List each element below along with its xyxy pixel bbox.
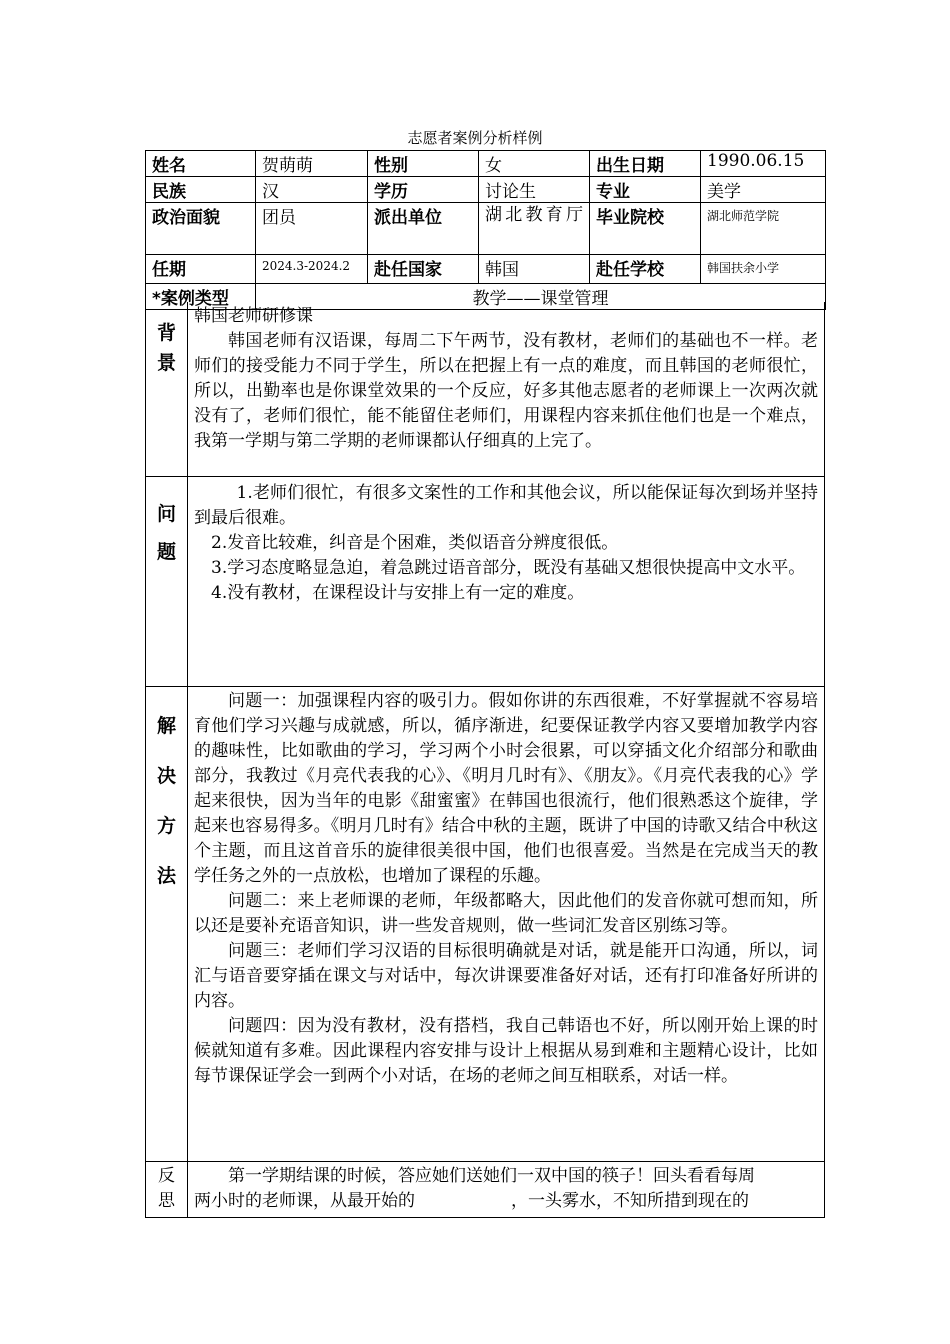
- reflection-line-2: 两小时的老师课，从最开始的 ，一头雾水，不知所措到现在的: [194, 1191, 749, 1211]
- ethnicity-label: 民族: [146, 177, 256, 203]
- gender-label: 性别: [368, 151, 479, 177]
- info-table: [145, 150, 826, 310]
- school-value: 韩国扶余小学: [701, 255, 826, 284]
- solution-section: [145, 687, 825, 1162]
- ethnicity-value: 汉: [256, 177, 368, 203]
- reflection-text: [194, 1164, 818, 1214]
- reflection-label: 反 思: [146, 1162, 188, 1217]
- term-value: 2024.3-2024.2: [256, 255, 368, 284]
- dispatch-value: 湖北教育厅: [479, 203, 590, 255]
- problem-item-1: 1.老师们很忙，有很多文案性的工作和其他会议，所以能保证每次到场并坚持到最后很难。: [194, 483, 818, 528]
- info-row-3: [146, 203, 826, 255]
- problem-section: [145, 477, 825, 687]
- graduate-label: 毕业院校: [590, 203, 701, 255]
- solution-paragraph-3: 问题三：老师们学习汉语的目标很明确就是对话，就是能开口沟通，所以，词汇与语音要穿插在课文与对话中，每次讲课要准备好对话，还有打印准备好所讲的内容。: [194, 941, 818, 1011]
- education-label: 学历: [368, 177, 479, 203]
- problem-item-4: 4.没有教材，在课程设计与安排上有一定的难度。: [211, 583, 585, 603]
- problem-item-2: 2.发音比较难，纠音是个困难，类似语音分辨度很低。: [211, 533, 619, 553]
- problem-text: [194, 481, 818, 606]
- problem-label: 问 题: [146, 477, 188, 686]
- term-label: 任期: [146, 255, 256, 284]
- reflection-section: [145, 1162, 825, 1218]
- background-label: 背 景: [146, 302, 188, 476]
- solution-paragraph-2: 问题二：来上老师课的老师，年级都略大，因此他们的发音你就可想而知，所以还是要补充语音知识，讲一些发音规则，做一些词汇发音区别练习等。: [194, 891, 818, 936]
- country-value: 韩国: [479, 255, 590, 284]
- name-value: 贺萌萌: [256, 151, 368, 177]
- country-label: 赴任国家: [368, 255, 479, 284]
- school-label: 赴任学校: [590, 255, 701, 284]
- info-row-4: [146, 255, 826, 284]
- solution-paragraph-1: 问题一：加强课程内容的吸引力。假如你讲的东西很难，不好掌握就不容易培育他们学习兴趣与成就感，所以，循序渐进，纪要保证教学内容又要增加教学内容的趣味性，比如歌曲的学习，学习两个小时会很累，可以穿插文化介绍部分和歌曲部分，我教过《月亮代表我的心》、《明月几时有》、《朋友》。《月亮代表我的心》学起来很快，因为当年的电影《甜蜜蜜》在韩国也很流行，他们很熟悉这个旋律，学起来也容易得多。《明月几时有》结合中秋的主题，既讲了中国的诗歌又结合中秋这个主题，而且这首音乐的旋律很美很中国，他们也很喜爱。当然是在完成当天的教学任务之外的一点放松，也增加了课程的乐趣。: [194, 691, 818, 886]
- solution-paragraph-4: 问题四：因为没有教材，没有搭档，我自己韩语也不好，所以刚开始上课的时候就知道有多难。因此课程内容安排与设计上根据从易到难和主题精心设计，比如每节课保证学会一到两个小对话，在场的老师之间互相联系，对话一样。: [194, 1016, 818, 1086]
- case-type-label: *案例类型: [146, 284, 256, 310]
- dispatch-label: 派出单位: [368, 203, 479, 255]
- background-paragraph: 韩国老师有汉语课，每周二下午两节，没有教材，老师们的基础也不一样。老师们的接受能力不同于学生，所以在把握上有一点的难度，而且韩国的老师很忙，所以，出勤率也是你课堂效果的一个反应，好多其他志愿者的老师课上一次两次就没有了，老师们很忙，能不能留住老师们，用课程内容来抓住他们也是一个难点，我第一学期与第二学期的老师课都认仔细真的上完了。: [194, 331, 818, 451]
- background-section: [145, 302, 825, 477]
- reflection-line-1: 第一学期结课的时候，答应她们送她们一双中国的筷子！回头看看每周: [228, 1166, 755, 1186]
- problem-item-3: 3.学习态度略显急迫，着急跳过语音部分，既没有基础又想很快提高中文水平。: [211, 558, 806, 578]
- document-title: 志愿者案例分析样例: [407, 129, 543, 147]
- major-value: 美学: [701, 177, 826, 203]
- birth-label: 出生日期: [590, 151, 701, 177]
- graduate-value: 湖北师范学院: [701, 203, 826, 255]
- political-label: 政治面貌: [146, 203, 256, 255]
- background-subtitle: 韩国老师研修课: [194, 306, 313, 326]
- case-type-value: 教学——课堂管理: [256, 284, 826, 310]
- solution-label: 解 决 方 法: [146, 687, 188, 1161]
- solution-text: [194, 689, 818, 1089]
- education-value: 讨论生: [479, 177, 590, 203]
- info-row-2: [146, 177, 826, 203]
- background-text: [194, 304, 818, 454]
- gender-value: 女: [479, 151, 590, 177]
- political-value: 团员: [256, 203, 368, 255]
- birth-value: 1990.06.15: [701, 151, 826, 177]
- name-label: 姓名: [146, 151, 256, 177]
- major-label: 专业: [590, 177, 701, 203]
- info-row-1: [146, 151, 826, 177]
